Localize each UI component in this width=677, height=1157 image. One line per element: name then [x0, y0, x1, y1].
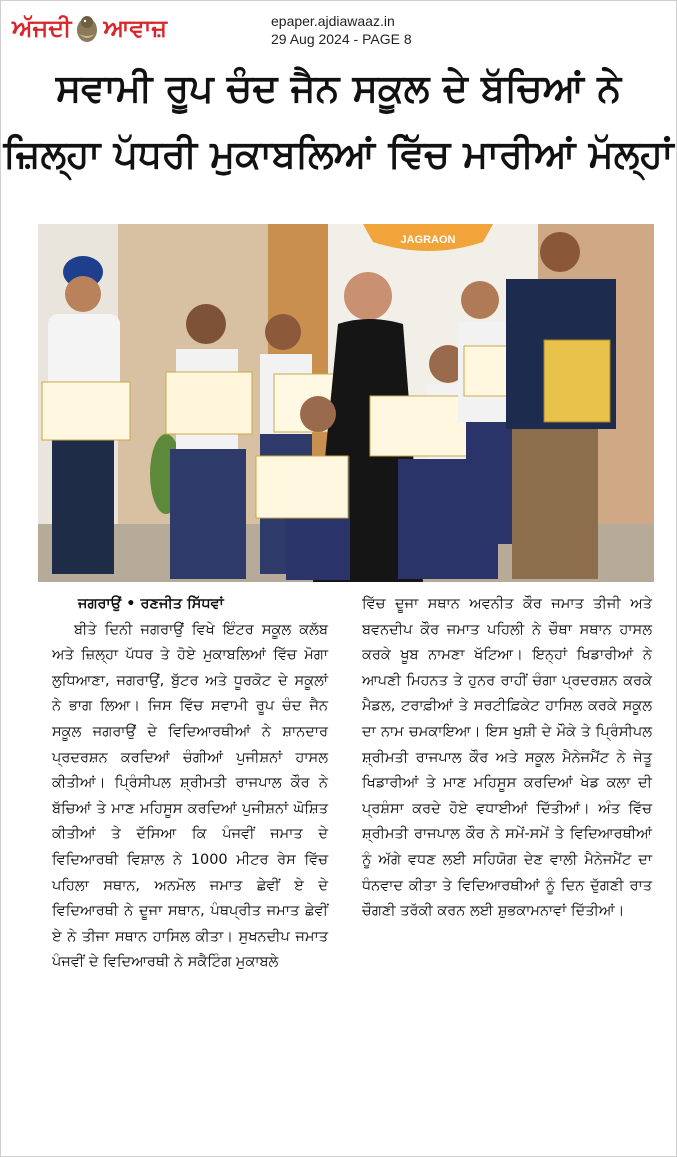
edition-date-page: 29 Aug 2024 - PAGE 8 [271, 31, 412, 47]
article-column-1 [52, 592, 328, 976]
logo-text-right: ਆਵਾਜ਼ [103, 14, 168, 42]
news-photo [38, 224, 654, 582]
masthead-logo[interactable] [12, 8, 167, 48]
article-text-col2: ਵਿੱਚ ਦੂਜਾ ਸਥਾਨ ਅਵਨੀਤ ਕੌਰ ਜਮਾਤ ਤੀਜੀ ਅਤੇ ਬਵਨਦੀਪ ਕੌਰ ਜਮਾਤ ਪਹਿਲੀ ਨੇ ਚੌਥਾ ਸਥਾਨ ਹਾਸਲ ਕਰਕੇ ਖੂਬ ਨਾਮਣਾ ਖੱਟਿਆ। ਇਨ੍ਹਾਂ ਖਿਡਾਰੀਆਂ ਨੇ ਆਪਣੀ ਮਿਹਨਤ ਤੇ ਹੁਨਰ ਰਾਹੀਂ ਚੰਗਾ ਪ੍ਰਦਰਸ਼ਨ ਕਰਕੇ ਮੈਡਲ, ਟਰਾਫ਼ੀਆਂ ਤੇ ਸਰਟੀਫ਼ਿਕੇਟ ਹਾਸਿਲ ਕਰਕੇ ਸਕੂਲ ਦਾ ਨਾਮ ਚਮਕਾਇਆ। ਇਸ ਖੁਸ਼ੀ ਦੇ ਮੌਕੇ ਤੇ ਪ੍ਰਿੰਸੀਪਲ ਸ਼੍ਰੀਮਤੀ ਰਾਜਪਾਲ ਕੌਰ ਅਤੇ ਸਕੂਲ ਮੈਨੇਜਮੈਂਟ ਨੇ ਜੇਤੂ ਖਿਡਾਰੀਆਂ ਤੇ ਮਾਣ ਮਹਿਸੂਸ ਕਰਦਿਆਂ ਖੇਡ ਕਲਾ ਦੀ ਪ੍ਰਸ਼ੰਸਾ ਕਰਦੇ ਹੋਏ ਵਧਾਈਆਂ ਦਿੱਤੀਆਂ। ਅੰਤ ਵਿੱਚ ਸ਼੍ਰੀਮਤੀ ਰਾਜਪਾਲ ਕੌਰ ਨੇ ਸਮੇਂ-ਸਮੇਂ ਤੇ ਵਿਦਿਆਰਥੀਆਂ ਨੂੰ ਅੱਗੇ ਵਧਣ ਲਈ ਸਹਿਯੋਗ ਦੇਣ ਵਾਲੀ ਮੈਨੇਜਮੈਂਟ ਦਾ ਧੰਨਵਾਦ ਕੀਤਾ ਤੇ ਵਿਦਿਆਰਥੀਆਂ ਨੂੰ ਦਿਨ ਦੁੱਗਣੀ ਰਾਤ ਚੌਗਣੀ ਤਰੱਕੀ ਕਰਨ ਲਈ ਸ਼ੁਭਕਾਮਨਾਵਾਂ ਦਿੱਤੀਆਂ। [362, 596, 652, 920]
article-dateline: ਜਗਰਾਉਂ • ਰਣਜੀਤ ਸਿੱਧਵਾਂ [78, 596, 224, 612]
article-text-col1: ਬੀਤੇ ਦਿਨੀ ਜਗਰਾਉਂ ਵਿਖੇ ਇੰਟਰ ਸਕੂਲ ਕਲੱਬ ਅਤੇ ਜ਼ਿਲ੍ਹਾ ਪੱਧਰ ਤੇ ਹੋਏ ਮੁਕਾਬਲਿਆਂ ਵਿੱਚ ਮੋਗਾ ਲੁਧਿਆਣਾ, ਜਗਰਾਉਂ, ਬੁੱਟਰ ਅਤੇ ਧੂਰਕੋਟ ਦੇ ਸਕੂਲਾਂ ਨੇ ਭਾਗ ਲਿਆ। ਜਿਸ ਵਿੱਚ ਸਵਾਮੀ ਰੂਪ ਚੰਦ ਜੈਨ ਸਕੂਲ ਜਗਰਾਉਂ ਦੇ ਵਿਦਿਆਰਥੀਆਂ ਨੇ ਸ਼ਾਨਦਾਰ ਪ੍ਰਦਰਸ਼ਨ ਕਰਦਿਆਂ ਚੰਗੀਆਂ ਪੁਜੀਸ਼ਨਾਂ ਹਾਸਲ ਕੀਤੀਆਂ। ਪ੍ਰਿੰਸੀਪਲ ਸ਼੍ਰੀਮਤੀ ਰਾਜਪਾਲ ਕੌਰ ਨੇ ਬੱਚਿਆਂ ਤੇ ਮਾਣ ਮਹਿਸੂਸ ਕਰਦਿਆਂ ਪੁਜੀਸ਼ਨਾਂ ਘੋਸ਼ਿਤ ਕੀਤੀਆਂ ਤੇ ਦੱਸਿਆ ਕਿ ਪੰਜਵੀਂ ਜਮਾਤ ਦੇ ਵਿਦਿਆਰਥੀ ਵਿਸ਼ਾਲ ਨੇ 1000 ਮੀਟਰ ਰੇਸ ਵਿੱਚ ਪਹਿਲਾ ਸਥਾਨ, ਅਨਮੋਲ ਜਮਾਤ ਛੇਵੀਂ ਏ ਦੇ ਵਿਦਿਆਰਥੀ ਨੇ ਦੂਜਾ ਸਥਾਨ, ਪੰਥਪ੍ਰੀਤ ਜਮਾਤ ਛੇਵੀਂ ਏ ਨੇ ਤੀਜਾ ਸਥਾਨ ਹਾਸਿਲ ਕੀਤਾ। ਸੁਖਨਦੀਪ ਜਮਾਤ ਪੰਜਵੀਂ ਦੇ ਵਿਦਿਆਰਥੀ ਨੇ ਸਕੈਟਿੰਗ ਮੁਕਾਬਲੇ [52, 621, 328, 971]
logo-text-left: ਅੱਜਦੀ [12, 14, 72, 42]
headline-line-1: ਸਵਾਮੀ ਰੂਪ ਚੰਦ ਜੈਨ ਸਕੂਲ ਦੇ ਬੱਚਿਆਂ ਨੇ [55, 66, 622, 110]
site-url[interactable]: epaper.ajdiawaaz.in [271, 13, 395, 29]
edition-info [271, 12, 412, 48]
headline-line-2: ਜ਼ਿਲ੍ਹਾ ਪੱਧਰੀ ਮੁਕਾਬਲਿਆਂ ਵਿੱਚ ਮਾਰੀਆਂ ਮੱਲ੍ਹਾਂ [3, 132, 674, 176]
article-column-2 [362, 592, 652, 925]
sign-text: JAGRAON [400, 234, 456, 246]
bird-emblem-icon [74, 12, 100, 44]
